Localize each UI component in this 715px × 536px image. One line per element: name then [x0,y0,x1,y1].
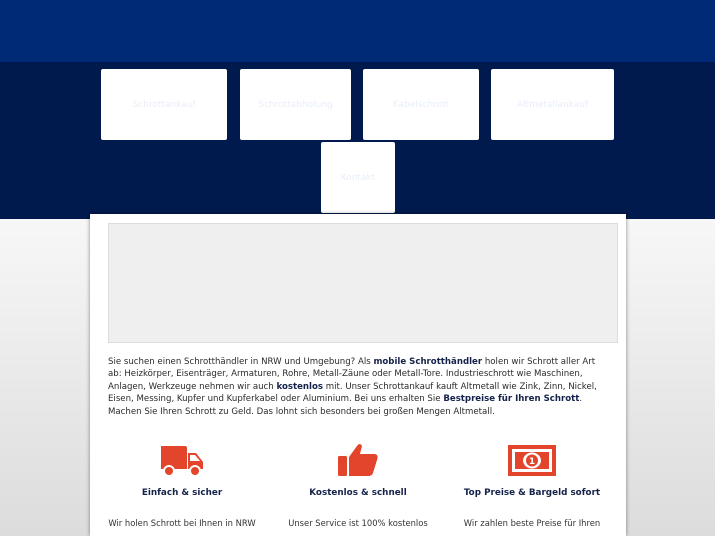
feature-title: Top Preise & Bargeld sofort [463,488,601,498]
nav-item-altmetallankauf[interactable]: Altmetallankauf [491,69,614,140]
nav-item-kontakt[interactable]: Kontakt [321,142,395,213]
intro-highlight-best-prices: Bestpreise für Ihren Schrott [443,394,580,405]
feature-title: Einfach & sicher [141,488,223,498]
intro-text [108,356,608,418]
feature-title: Kostenlos & schnell [309,488,407,498]
nav-item-schrottankauf[interactable]: Schrottankauf [101,69,227,140]
intro-text-part: . Machen Sie Ihren Schrott zu Geld. Das lohnt sich besonders bei großen Mengen Altmetall. [108,394,583,417]
nav-item-schrottabholung[interactable]: Schrottabholung [240,69,351,140]
thumbs-up-icon [335,442,381,478]
intro-highlight-free: kostenlos [276,381,323,392]
intro-highlight-mobile: mobile Schrotthändler [373,357,483,367]
intro-text-part: mit. Unser Schrottankauf kauft Altmetall wie Zink, Zinn, Nickel, Eisen, Messing, Kupfer und Kupferkabel oder Aluminium. Bei uns erhalten Sie [108,381,597,405]
main-navigation [0,62,715,219]
banknote-icon [507,442,557,478]
feature-text: Wir zahlen beste Preise für Ihren [463,518,601,528]
intro-text-part: holen wir Schrott aller Art ab: Heizkörper, Eisenträger, Armaturen, Rohre, Metall-Zäune oder Metall-Tore. Industrieschrott wie Maschinen, Anlagen, Werkzeuge nehmen wir auch [108,357,596,392]
feature-text: Wir holen Schrott bei Ihnen in NRW [108,518,256,528]
banner-image-placeholder [108,223,618,343]
feature-easy-safe [107,442,257,528]
intro-text-part: Sie suchen einen Schrotthändler in NRW und Umgebung? Als [108,357,374,367]
feature-free-fast [283,442,433,528]
svg-text:1: 1 [528,457,536,467]
nav-item-kabelschrott[interactable]: Kabelschrott [363,69,479,140]
top-header-bar [0,0,715,62]
truck-icon [159,442,205,478]
feature-text: Unser Service ist 100% kostenlos [288,518,428,528]
feature-top-prices [457,442,607,528]
content-panel [90,214,626,536]
